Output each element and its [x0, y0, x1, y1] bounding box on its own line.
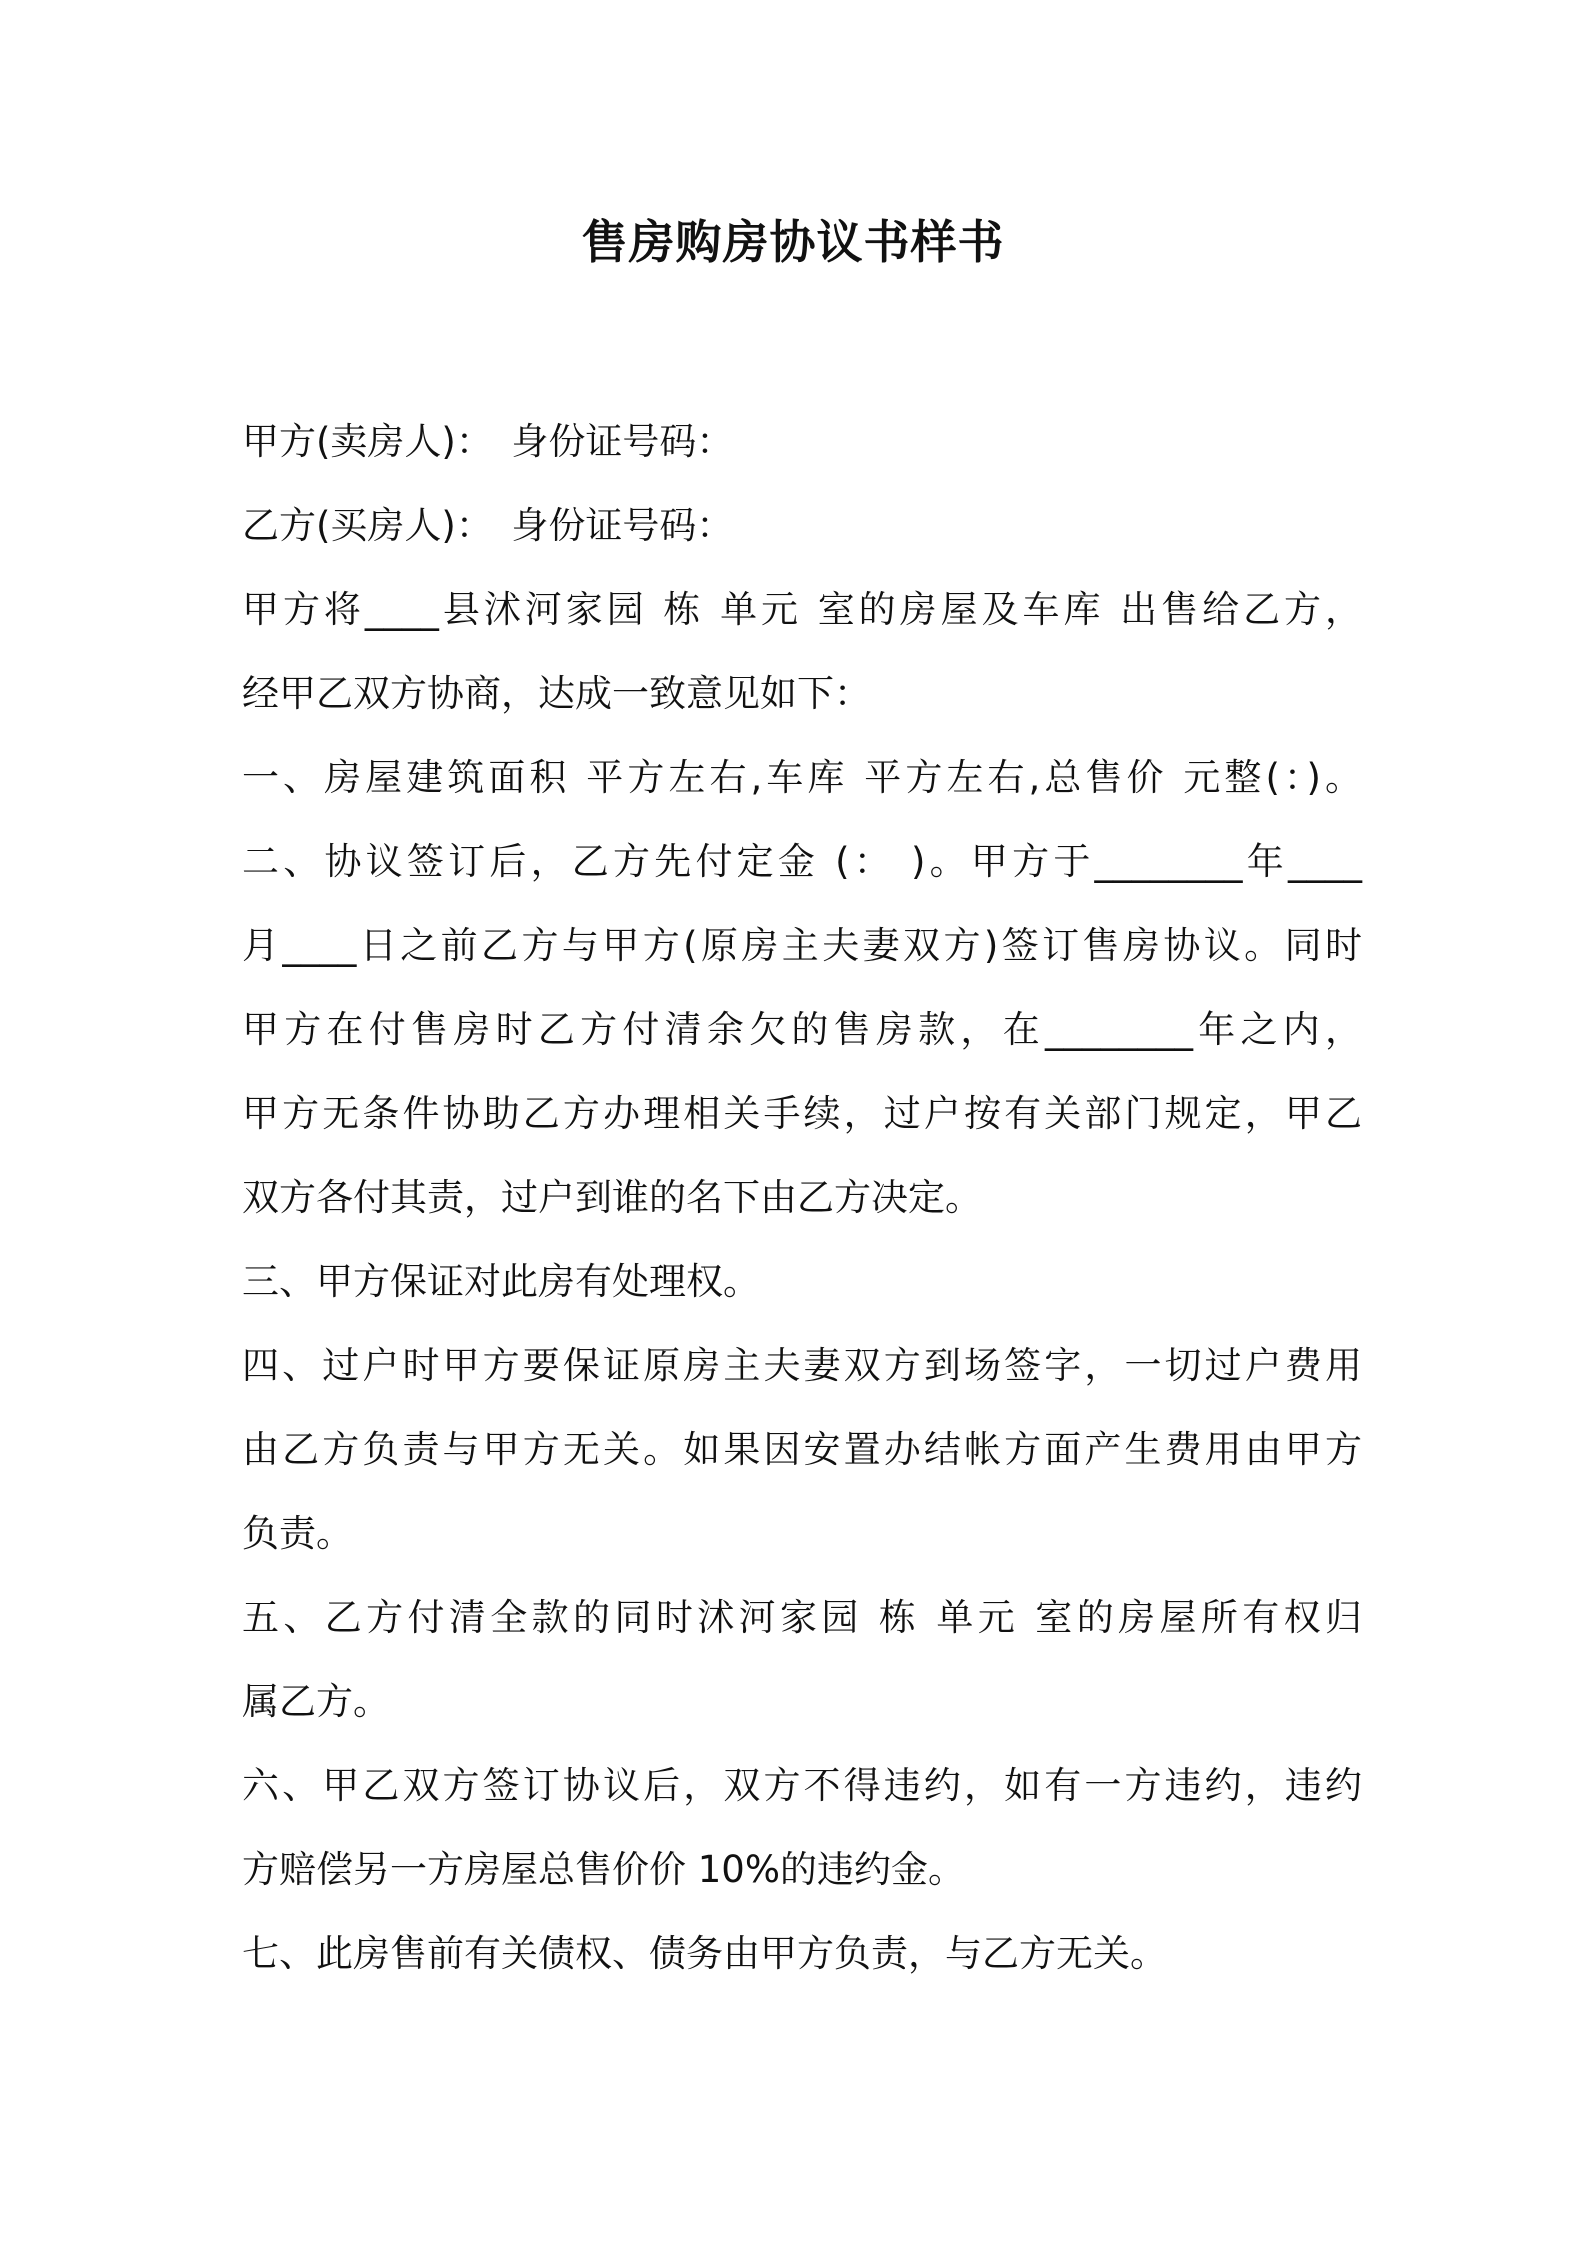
- party-a-line: 甲方(卖房人)： 身份证号码：: [242, 420, 734, 463]
- clause-4-line: 由乙方负责与甲方无关。如果因安置办结帐方面产生费用由甲方: [242, 1428, 1362, 1471]
- clause-5-line: 属乙方。: [242, 1680, 390, 1723]
- clause-2-line: 月____日之前乙方与甲方(原房主夫妻双方)签订售房协议。同时: [242, 924, 1362, 967]
- clause-7-line: 七、此房售前有关债权、债务由甲方负责，与乙方无关。: [242, 1932, 1167, 1975]
- clause-2-line: 二、协议签订后，乙方先付定金 (： )。甲方于________年____: [242, 840, 1362, 883]
- clause-5-line: 五、乙方付清全款的同时沭河家园 栋 单元 室的房屋所有权归: [242, 1596, 1362, 1639]
- clause-1-line: 一、房屋建筑面积 平方左右,车库 平方左右,总售价 元整(：)。: [242, 756, 1362, 799]
- clause-4-line: 四、过户时甲方要保证原房主夫妻双方到场签字，一切过户费用: [242, 1344, 1362, 1387]
- document-title: 售房购房协议书样书: [581, 215, 1005, 269]
- clause-2-line: 双方各付其责，过户到谁的名下由乙方决定。: [242, 1176, 982, 1219]
- agreement-body: [242, 400, 1362, 1996]
- clause-2-line: 甲方在付售房时乙方付清余欠的售房款，在________年之内，: [242, 1008, 1362, 1051]
- clause-6-line: 六、甲乙双方签订协议后，双方不得违约，如有一方违约，违约: [242, 1764, 1362, 1807]
- clause-2-line: 甲方无条件协助乙方办理相关手续，过户按有关部门规定，甲乙: [242, 1092, 1362, 1135]
- paragraph-line: 经甲乙双方协商，达成一致意见如下：: [242, 672, 871, 715]
- clause-3-line: 三、甲方保证对此房有处理权。: [242, 1260, 760, 1303]
- clause-4-line: 负责。: [242, 1512, 353, 1555]
- party-b-line: 乙方(买房人)： 身份证号码：: [242, 504, 734, 547]
- clause-6-line: 方赔偿另一方房屋总售价价 10%的违约金。: [242, 1848, 965, 1891]
- paragraph-line: 甲方将____县沭河家园 栋 单元 室的房屋及车库 出售给乙方，: [242, 588, 1362, 631]
